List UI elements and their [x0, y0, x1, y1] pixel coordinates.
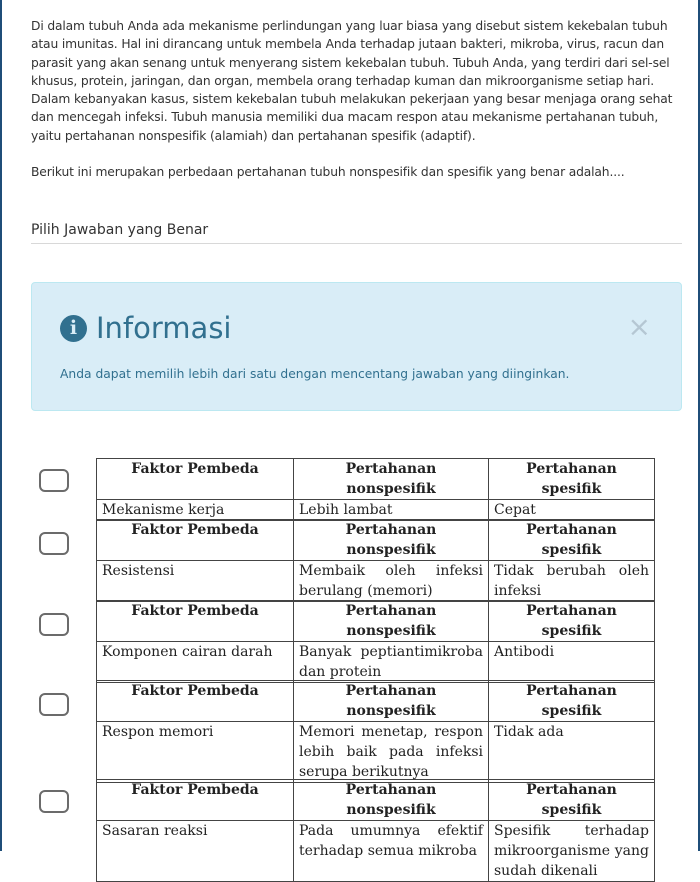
cell-specific: Cepat: [489, 500, 655, 521]
answer-table-3: [96, 600, 655, 683]
cell-factor: Resistensi: [97, 561, 294, 602]
answer-checkbox-4[interactable]: [39, 693, 69, 716]
answer-checkbox-1[interactable]: [39, 469, 69, 492]
header-nonspecific: Pertahanan nonspesifik: [294, 681, 489, 722]
cell-specific: Tidak ada: [489, 722, 655, 783]
header-specific: Pertahanan spesifik: [489, 780, 655, 821]
header-factor: Faktor Pembeda: [97, 520, 294, 561]
header-specific: Pertahanan spesifik: [489, 681, 655, 722]
info-alert-message: Anda dapat memilih lebih dari satu dengan mencentang jawaban yang diinginkan.: [60, 367, 570, 381]
cell-factor: Komponen cairan darah: [97, 642, 294, 683]
answer-table-1: [96, 458, 655, 521]
answer-table-5: [96, 779, 655, 882]
cell-nonspecific: Banyak peptiantimikroba dan protein: [294, 642, 489, 683]
question-paragraph: Di dalam tubuh Anda ada mekanisme perlindungan yang luar biasa yang disebut sistem kekebalan tubuh atau imunitas. Hal ini dirancang untuk membela Anda terhadap jutaan bakteri, mikroba, virus, racun dan parasit yang akan senang untuk menyerang sistem kekebalan tubuh. Tubuh Anda, yang terdiri dari sel-sel khusus, protein, jaringan, dan organ, membela orang terhadap kuman dan mikroorganisme setiap hari. Dalam kebanyakan kasus, sistem kekebalan tubuh melakukan pekerjaan yang besar menjaga orang sehat dan mencegah infeksi. Tubuh manusia memiliki dua macam respon atau mekanisme pertahanan tubuh, yaitu pertahanan nonspesifik (alamiah) dan pertahanan spesifik (adaptif).: [31, 19, 673, 143]
header-nonspecific: Pertahanan nonspesifik: [294, 780, 489, 821]
cell-specific: Tidak berubah oleh infeksi: [489, 561, 655, 602]
info-alert-header: [60, 311, 231, 345]
close-icon[interactable]: ×: [627, 310, 651, 343]
question-text: [31, 17, 687, 181]
cell-specific: Antibodi: [489, 642, 655, 683]
cell-factor: Respon memori: [97, 722, 294, 783]
header-factor: Faktor Pembeda: [97, 459, 294, 500]
info-alert-title: Informasi: [96, 311, 232, 345]
header-specific: Pertahanan spesifik: [489, 601, 655, 642]
info-alert: [31, 282, 682, 411]
header-nonspecific: Pertahanan nonspesifik: [294, 459, 489, 500]
cell-nonspecific: Lebih lambat: [294, 500, 489, 521]
header-factor: Faktor Pembeda: [97, 780, 294, 821]
cell-factor: Sasaran reaksi: [97, 821, 294, 882]
page-border-left: [0, 0, 2, 851]
info-circle-icon: i: [60, 315, 87, 342]
question-stem: Berikut ini merupakan perbedaan pertahanan tubuh nonspesifik dan spesifik yang benar adalah....: [31, 165, 625, 180]
header-nonspecific: Pertahanan nonspesifik: [294, 520, 489, 561]
cell-nonspecific: Memori menetap, respon lebih baik pada infeksi serupa berikutnya: [294, 722, 489, 783]
header-nonspecific: Pertahanan nonspesifik: [294, 601, 489, 642]
answer-table-2: [96, 519, 655, 602]
answer-checkbox-5[interactable]: [39, 790, 69, 813]
cell-factor: Mekanisme kerja: [97, 500, 294, 521]
answer-checkbox-2[interactable]: [39, 532, 69, 555]
answer-table-4: [96, 680, 655, 783]
cell-nonspecific: Pada umumnya efektif terhadap semua mikroba: [294, 821, 489, 882]
cell-specific: Spesifik terhadap mikroorganisme yang sudah dikenali: [489, 821, 655, 882]
header-factor: Faktor Pembeda: [97, 681, 294, 722]
answer-prompt: Pilih Jawaban yang Benar: [31, 222, 682, 244]
header-factor: Faktor Pembeda: [97, 601, 294, 642]
answer-checkbox-3[interactable]: [39, 613, 69, 636]
cell-nonspecific: Membaik oleh infeksi berulang (memori): [294, 561, 489, 602]
header-specific: Pertahanan spesifik: [489, 520, 655, 561]
header-specific: Pertahanan spesifik: [489, 459, 655, 500]
